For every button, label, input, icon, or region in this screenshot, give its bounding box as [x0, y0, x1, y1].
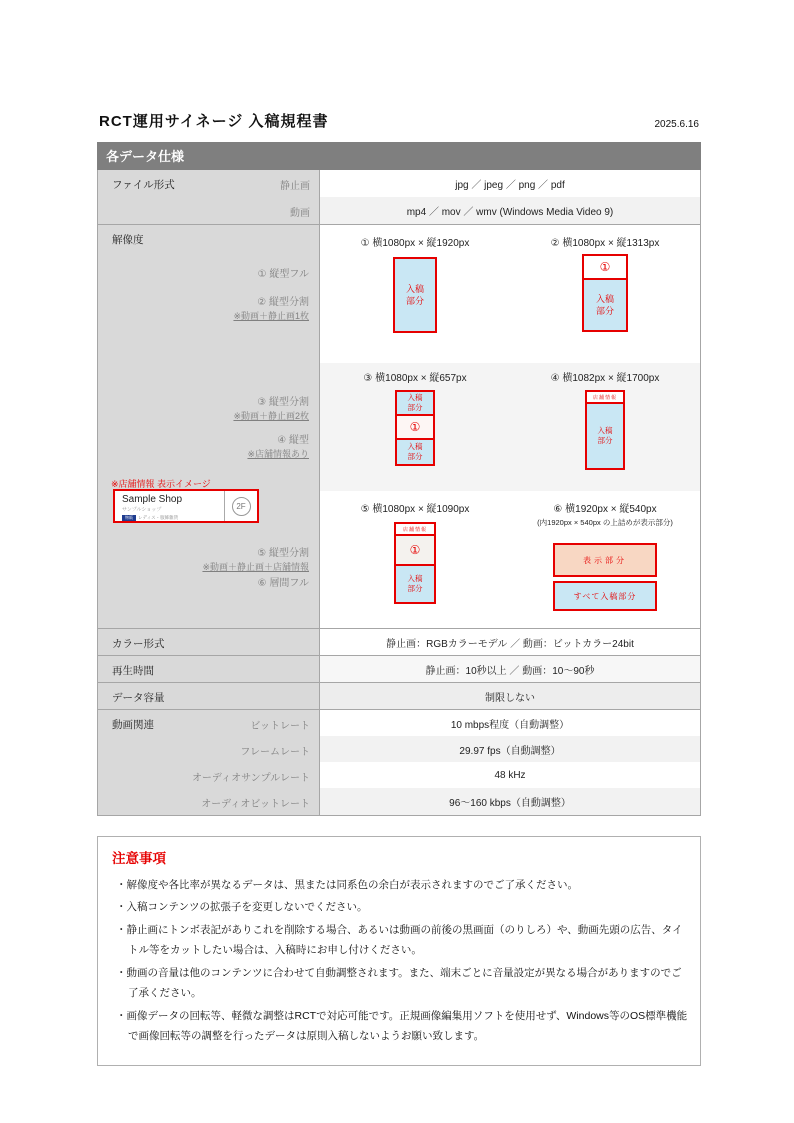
audio-bitrate-sublabel: オーディオビットレート — [201, 799, 310, 810]
diagram-1-vertical-full — [393, 257, 437, 333]
submission-area-label: 入稿部分 — [405, 283, 424, 306]
spec-table — [97, 170, 701, 816]
store-info-sample-card — [113, 489, 259, 523]
diagram-5-vertical-split-store — [394, 522, 436, 604]
bitrate-value: 10 mbps程度（自動調整） — [320, 710, 700, 736]
data-size-label: データ容量 — [112, 692, 165, 704]
note-6-title: ⑥ 層間フル — [257, 578, 309, 589]
playback-time-label: 再生時間 — [112, 665, 154, 677]
row-file-format — [98, 170, 700, 224]
caption-size-1: ① 横1080px × 縦1920px — [360, 238, 470, 249]
video-format-value: mp4 ／ mov ／ wmv (Windows Media Video 9) — [320, 197, 700, 224]
note-4-sub: ※店舗情報あり — [247, 449, 309, 459]
caption-size-2: ② 横1080px × 縦1313px — [550, 238, 660, 249]
still-format-value: jpg ／ jpeg ／ png ／ pdf — [320, 170, 700, 197]
submission-area-label: 入稿部分 — [407, 392, 423, 412]
submission-area-label: 入稿部分 — [407, 441, 423, 461]
note-2-title: ② 縦型分割 — [257, 297, 309, 308]
diagram-6-interfloor-full — [553, 543, 657, 611]
file-format-label-cell — [98, 170, 320, 224]
resolution-label: 解像度 — [112, 234, 144, 246]
section-header: 各データ仕様 — [97, 142, 701, 170]
title-row — [97, 110, 701, 142]
document-page — [97, 110, 701, 1066]
caption-size-6: ⑥ 横1920px × 縦540px — [553, 504, 657, 515]
notice-section — [97, 836, 701, 1066]
note-3-sub: ※動画＋静止画2枚 — [233, 411, 309, 421]
submission-area-label: 入稿部分 — [407, 573, 423, 593]
note-2-sub: ※動画＋静止画1枚 — [233, 311, 309, 321]
row-framerate — [98, 736, 700, 762]
store-info-caption: ※店舗情報 表示イメージ — [111, 479, 211, 489]
audio-sample-rate-sublabel: オーディオサンプルレート — [191, 773, 310, 784]
playback-time-value: 静止画：10秒以上 ／ 動画：10～90秒 — [320, 656, 700, 682]
notice-item: ・動画の音量は他のコンテンツに合わせて自動調整されます。また、端末ごとに音量設定が異なる場合がありますのでご了承ください。 — [116, 966, 682, 1000]
caption-size-5: ⑤ 横1080px × 縦1090px — [360, 504, 470, 515]
notice-item: ・入稿コンテンツの拡張子を変更しないでください。 — [116, 901, 368, 914]
diagram-2-vertical-split — [582, 254, 628, 332]
all-submission-area-label: すべて入稿部分 — [573, 591, 637, 601]
row-playback-time — [98, 655, 700, 682]
store-info-strip-label: 店舗情報 — [592, 394, 617, 401]
shop-floor-section — [224, 491, 257, 521]
row-color-format — [98, 628, 700, 655]
diagram-3-vertical-split-2 — [395, 390, 435, 466]
display-area-label: 表示部分 — [583, 555, 627, 565]
bitrate-sublabel: ビットレート — [250, 721, 310, 732]
submission-area-label: 入稿部分 — [595, 293, 614, 316]
resolution-label-cell — [98, 225, 320, 628]
resolution-band-3 — [320, 491, 700, 628]
row-audio-bitrate — [98, 788, 700, 815]
notice-item: ・解像度や各比率が異なるデータは、黒または同系色の余白が表示されますのでご了承ください。 — [116, 879, 578, 891]
note-5-title: ⑤ 縦型分割 — [257, 548, 309, 559]
caption-size-3: ③ 横1080px × 縦657px — [363, 373, 467, 384]
page-title: RCT運用サイネージ 入稿規程書 — [99, 113, 329, 130]
framerate-sublabel: フレームレート — [240, 747, 310, 758]
notice-item: ・画像データの回転等、軽微な調整はRCTで対応可能です。正規画像編集用ソフトを使用せず、Windows等のOS標準機能で画像回転等の調整を行ったデータは原則入稿しないようお願い致します。 — [116, 1009, 688, 1043]
video-zone-marker: ① — [409, 543, 421, 557]
shop-card-text — [115, 491, 224, 521]
audio-sample-rate-value: 48 kHz — [320, 762, 700, 788]
framerate-value: 29.97 fps（自動調整） — [320, 736, 700, 762]
file-format-label: ファイル形式 — [112, 179, 175, 191]
resolution-band-1 — [320, 225, 700, 363]
note-5-sub: ※動画＋静止画＋店舗情報 — [202, 562, 309, 572]
shop-category-badge: 物販 — [122, 515, 136, 521]
shop-name: Sample Shop — [122, 494, 183, 505]
note-3-title: ③ 縦型分割 — [257, 397, 309, 408]
video-zone-marker: ① — [599, 260, 611, 274]
note-4-title: ④ 縦型 — [277, 435, 309, 446]
notice-title: 注意事項 — [112, 851, 166, 866]
submission-area-label: 入稿部分 — [597, 425, 613, 445]
still-image-sublabel: 静止画 — [280, 181, 310, 192]
store-info-strip-label: 店舗情報 — [402, 526, 427, 533]
notice-item: ・静止画にトンボ表記がありこれを削除する場合、あるいは動画の前後の黒画面（のりしろ）や、動画先頭の広告、タイトル等をカットしたい場合は、入稿時にお申し付けください。 — [116, 923, 683, 957]
document-date: 2025.6.16 — [654, 119, 699, 130]
video-sublabel: 動画 — [290, 208, 310, 219]
row-data-size — [98, 682, 700, 709]
row-audio-sample-rate — [98, 762, 700, 788]
caption-size-4: ④ 横1082px × 縦1700px — [550, 373, 660, 384]
shop-category-text: レディス・服飾雑貨 — [138, 515, 179, 520]
shop-floor-badge: 2F — [232, 497, 251, 516]
row-resolution — [98, 224, 700, 628]
diagram-4-vertical-store-info — [585, 390, 625, 470]
caption-size-6-note: (内1920px × 540px の上詰めが表示部分) — [537, 518, 673, 527]
color-format-label: カラー形式 — [112, 638, 165, 650]
video-related-label: 動画関連 — [112, 719, 154, 731]
color-format-value: 静止画：RGBカラーモデル ／ 動画：ビットカラー24bit — [320, 629, 700, 655]
row-bitrate — [98, 709, 700, 736]
video-zone-marker: ① — [409, 420, 421, 434]
data-size-value: 制限しない — [320, 683, 700, 709]
audio-bitrate-value: 96～160 kbps（自動調整） — [320, 788, 700, 815]
resolution-band-2 — [320, 363, 700, 491]
note-1-title: ① 縦型フル — [257, 269, 309, 280]
shop-name-kana: サンプルショップ — [122, 507, 162, 513]
